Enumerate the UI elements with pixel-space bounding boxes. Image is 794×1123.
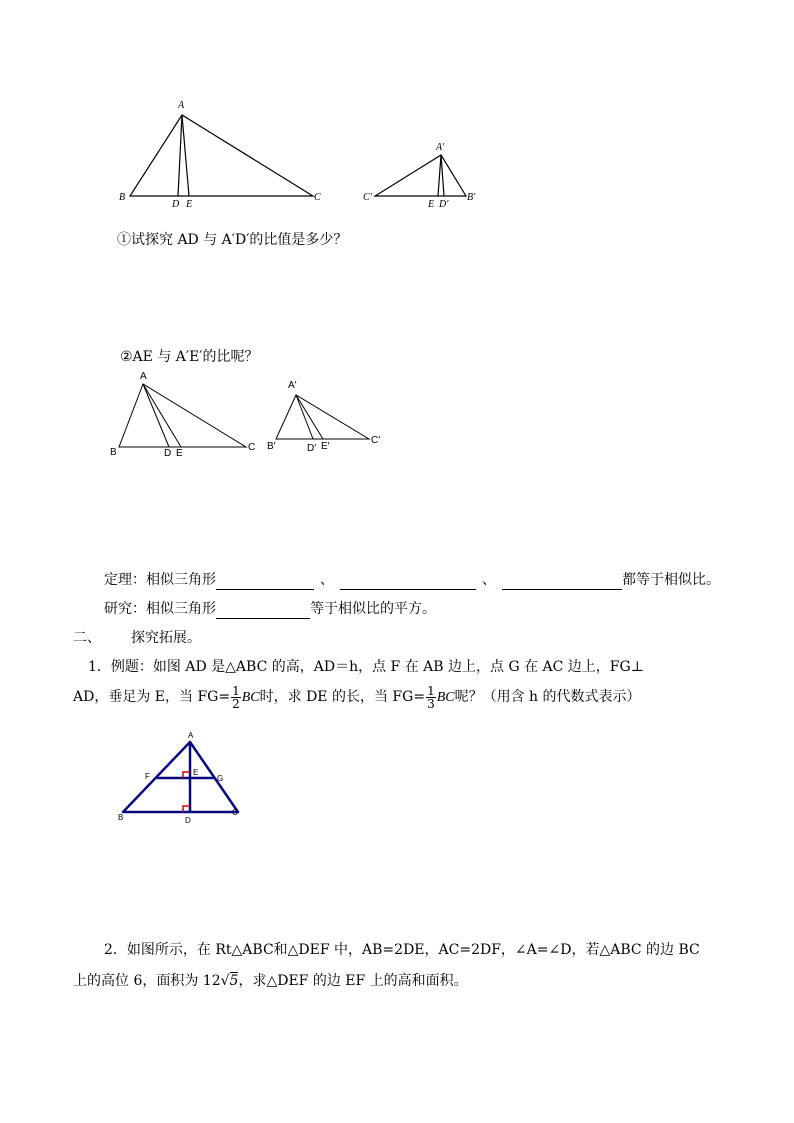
research-suffix: 等于相似比的平方。 xyxy=(310,601,436,617)
fig1-label-A: A xyxy=(178,100,185,111)
fraction-1-numerator: 1 xyxy=(232,683,240,698)
question-2: ②AE 与 A′E′的比呢？ xyxy=(120,349,259,365)
fig1-label-C-prime: C′ xyxy=(363,192,372,203)
fig3-label-C: C xyxy=(232,808,238,817)
fig3-label-B: B xyxy=(118,813,124,822)
theorem-sep-1: 、 xyxy=(320,572,334,588)
theorem-sep-2: 、 xyxy=(482,572,496,588)
fig1-label-D: D xyxy=(172,199,180,210)
fig1-label-D-prime: D′ xyxy=(439,199,449,210)
fig3-label-F: F xyxy=(145,772,150,781)
research-prefix: 研究：相似三角形 xyxy=(104,601,216,617)
fraction-1-denominator: 2 xyxy=(232,696,240,711)
fig2-label-B: B xyxy=(110,447,117,458)
example-2-text-b: ，求△DEF 的边 EF 上的高和面积。 xyxy=(238,973,468,989)
fraction-2-denominator: 3 xyxy=(427,696,435,711)
bc-symbol-2: BC xyxy=(436,690,455,705)
fig3-label-E: E xyxy=(193,768,199,777)
example-1-line-1: 1．例题：如图 AD 是△ABC 的高，AD＝h，点 F 在 AB 边上，点 G 在 AC 边上，FG⊥ xyxy=(88,659,644,675)
theorem-suffix: 都等于相似比。 xyxy=(622,572,720,588)
fig1-label-A-prime: A′ xyxy=(436,142,445,153)
section-number: 二、 xyxy=(73,630,101,646)
fig1-label-E-small: E xyxy=(428,199,435,210)
fig3-label-A: A xyxy=(188,731,194,740)
fig2-label-C: C xyxy=(248,442,256,453)
fig2-label-E: E xyxy=(176,448,183,459)
fig2-label-A-prime: A′ xyxy=(288,380,297,391)
fig3-label-G: G xyxy=(217,774,224,783)
fig2-label-C-prime: C′ xyxy=(371,435,381,446)
example-1-text-c: 呢？（用含 h 的代数式表示） xyxy=(454,689,641,705)
sqrt-symbol: √ xyxy=(220,973,230,989)
section-title: 探究拓展。 xyxy=(131,630,201,646)
example-2-line-2 xyxy=(73,971,468,991)
fig1-label-E: E xyxy=(186,199,193,210)
fig2-label-D: D xyxy=(164,448,172,459)
fig2-label-E-prime: E′ xyxy=(321,441,330,452)
theorem-prefix: 定理：相似三角形 xyxy=(104,572,216,588)
example-2-line-1: 2．如图所示，在 Rt△ABC和△DEF 中，AB=2DE，AC=2DF，∠A=∠D，若△ABC 的边 BC xyxy=(104,942,700,958)
fig1-label-C: C xyxy=(314,192,321,203)
fig2-label-A: A xyxy=(140,371,147,382)
question-1: ①试探究 AD 与 A′D′的比值是多少？ xyxy=(117,232,348,248)
fig2-label-B-prime: B′ xyxy=(267,441,276,452)
sqrt-radicand: 5 xyxy=(229,973,239,989)
example-1-text-a: AD，垂足为 E，当 FG= xyxy=(73,689,231,705)
fig2-label-D-prime: D′ xyxy=(307,443,317,454)
fig1-label-B: B xyxy=(119,192,126,203)
example-1-text-b: 时，求 DE 的长，当 FG= xyxy=(259,689,426,705)
fraction-2-numerator: 1 xyxy=(427,683,435,698)
fig1-label-B-prime: B′ xyxy=(467,192,476,203)
fig3-label-D: D xyxy=(185,816,191,825)
example-2-text-a: 上的高位 6，面积为 12 xyxy=(73,973,221,989)
bc-symbol-1: BC xyxy=(241,690,260,705)
